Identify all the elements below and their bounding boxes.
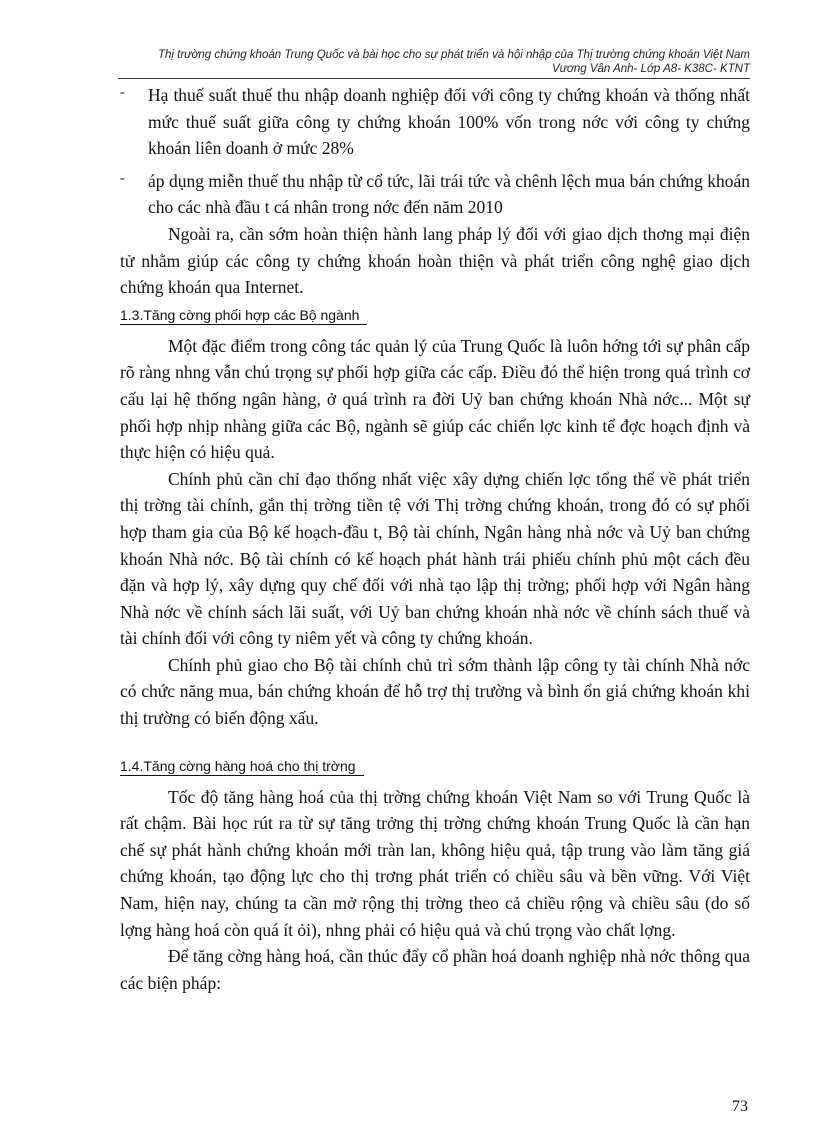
bullet-text: áp dụng miễn thuế thu nhập từ cổ tức, lãi trái tức và chênh lệch mua bán chứng khoán cho các nhà đầu t cá nhân trong nớc đến năm 2010	[148, 170, 750, 218]
section-heading: 1.4.Tăng cờng hàng hoá cho thị trờng	[120, 757, 364, 776]
bullet-text: Hạ thuế suất thuế thu nhập doanh nghiệp đối với công ty chứng khoán và thống nhất mức thuế suất giữa công ty chứng khoán 100% vốn trong nớc với công ty chứng khoán liên doanh ở mức 28%	[148, 85, 750, 159]
paragraph: Tốc độ tăng hàng hoá của thị trờng chứng khoán Việt Nam so với Trung Quốc là rất chậm. Bài học rút ra từ sự tăng trởng thị trờng chứng khoán Trung Quốc là cần hạn chế sự phát hành chứng khoán mới tràn lan, không hiệu quả, tập trung vào làm tăng giá chứng khoán, tạo động lực cho thị trơng phát triển có chiều sâu và bền vững. Với Việt Nam, hiện nay, chúng ta cần mở rộng thị trờng theo cả chiều rộng và chiều sâu (do số lợng hàng hoá còn quá ít ỏi), nhng phải có hiệu quả và chú trọng vào chất lợng.	[120, 786, 750, 940]
header-divider	[118, 78, 750, 79]
bullet-item	[120, 168, 750, 221]
paragraph: Ngoài ra, cần sớm hoàn thiện hành lang pháp lý đối với giao dịch thơng mại điện tử nhằm giúp các công ty chứng khoán hoàn thiện và phát triển công nghệ giao dịch chứng khoán qua Internet.	[120, 223, 750, 298]
header-title: Thị trường chứng khoán Trung Quốc và bài học cho sự phát triển và hội nhập của Thị trường chứng khoán Việt Nam	[157, 49, 750, 61]
paragraph: Một đặc điểm trong công tác quản lý của Trung Quốc là luôn hớng tới sự phân cấp rõ ràng nhng vẫn chú trọng sự phối hợp giữa các cấp. Điều đó thể hiện trong quá trình cơ cấu lại hệ thống ngân hàng, ở quá trình ra đời Uỷ ban chứng khoán Nhà nớc... Một sự phối hợp nhịp nhàng giữa các Bộ, ngành sẽ giúp các chiến lợc kinh tế đợc hoạch định và thực hiện có hiệu quả.	[120, 335, 750, 463]
document-body	[120, 82, 750, 996]
paragraph: Để tăng cờng hàng hoá, cần thúc đẩy cổ phần hoá doanh nghiệp nhà nớc thông qua các biện pháp:	[120, 946, 750, 993]
page-number: 73	[732, 1098, 748, 1115]
spacer	[120, 732, 750, 752]
paragraph: Chính phủ giao cho Bộ tài chính chủ trì sớm thành lập công ty tài chính Nhà nớc có chức năng mua, bán chứng khoán để hỗ trợ thị trường và bình ổn giá chứng khoán khi thị trường có biến động xấu.	[120, 654, 750, 729]
bullet-dash-icon: -	[120, 85, 125, 100]
bullet-dash-icon: -	[120, 170, 125, 186]
paragraph: Chính phủ cần chỉ đạo thống nhất việc xây dựng chiến lợc tổng thể về phát triển thị trờng tài chính, gắn thị trờng tiền tệ với Thị trờng chứng khoán, trong đó có sự phối hợp tham gia của Bộ kế hoạch-đầu t, Bộ tài chính, Ngân hàng nhà nớc và Uỷ ban chứng khoán Nhà nớc. Bộ tài chính có kế hoạch phát hành trái phiếu chính phủ một cách đều đặn và hợp lý, xây dựng quy chế đối với nhà tạo lập thị trờng; phối hợp với Ngân hàng Nhà nớc về chính sách lãi suất, với Uỷ ban chứng khoán nhà nớc về chính sách thuế và tài chính đối với công ty niêm yết và công ty chứng khoán.	[120, 468, 750, 649]
header-author: Vương Vân Anh- Lớp A8- K38C- KTNT	[551, 63, 750, 75]
running-header	[118, 48, 750, 76]
section-heading: 1.3.Tăng cờng phối hợp các Bộ ngành	[120, 306, 367, 325]
bullet-item	[120, 82, 750, 162]
